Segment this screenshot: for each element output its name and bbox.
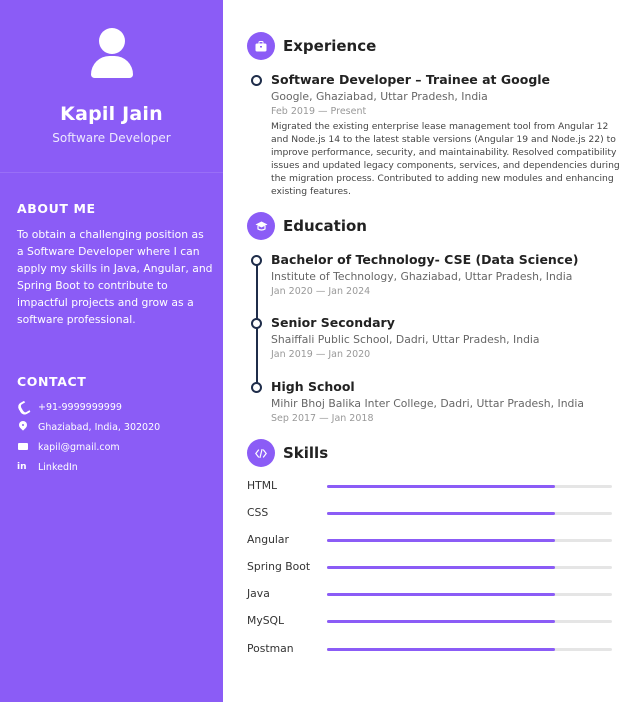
education-item-subtitle: Mihir Bhoj Balika Inter College, Dadri, Uttar Pradesh, India — [271, 397, 585, 410]
skill-name: Postman — [247, 641, 294, 655]
code-icon — [247, 439, 275, 467]
about-text: To obtain a challenging position as a Software Developer where I can apply my skills in Java, Angular, and Spring Boot to contribute to impactful projects and grow as a software professional. — [17, 228, 213, 326]
skill-bar-fill — [327, 485, 555, 488]
experience-item-date: Feb 2019 — Present — [271, 106, 367, 117]
contact-location-text: Ghaziabad, India, 302020 — [38, 421, 161, 433]
skill-bar-fill — [327, 648, 555, 651]
education-item-subtitle: Institute of Technology, Ghaziabad, Uttar Pradesh, India — [271, 270, 573, 283]
skill-row — [247, 558, 617, 585]
education-title: Education — [283, 217, 367, 235]
experience-item-title: Software Developer – Trainee at Google — [271, 72, 551, 87]
contact-linkedin-text: LinkedIn — [38, 461, 78, 473]
contact-email[interactable] — [17, 437, 217, 457]
sidebar-divider — [0, 172, 223, 173]
education-item-date: Jan 2019 — Jan 2020 — [271, 349, 371, 360]
education-item-title: High School — [271, 379, 355, 394]
skill-bar-fill — [327, 593, 555, 596]
profile-role: Software Developer — [52, 131, 171, 145]
skill-bar — [327, 620, 612, 623]
contact-linkedin[interactable] — [17, 457, 217, 477]
skill-name: CSS — [247, 506, 269, 520]
contact-list — [17, 397, 217, 477]
experience-item-description: Migrated the existing enterprise lease management tool from Angular 12 and Node.js 14 to the latest stable versions (Angular 19 and Node.js 22) to improve performance, security, and maintainability. Resolved compatibility issues and updated legacy components, services, and dependencies during the migration process. Contributed to adding new modules and enhancing existing features. — [271, 121, 620, 197]
skill-bar — [327, 485, 612, 488]
education-item-date: Sep 2017 — Jan 2018 — [271, 413, 374, 424]
education-item-title: Senior Secondary — [271, 315, 395, 330]
skill-bar-fill — [327, 512, 555, 515]
skill-name: Java — [247, 587, 270, 601]
timeline-dot — [251, 382, 262, 393]
skill-row — [247, 612, 617, 639]
timeline-dot — [251, 318, 262, 329]
skill-row — [247, 531, 617, 558]
education-item — [271, 314, 621, 362]
contact-heading: CONTACT — [17, 374, 87, 389]
experience-item-subtitle: Google, Ghaziabad, Uttar Pradesh, India — [271, 90, 488, 103]
skill-row — [247, 504, 617, 531]
sidebar — [0, 0, 223, 702]
skill-row — [247, 585, 617, 612]
skill-name: Spring Boot — [247, 560, 311, 574]
linkedin-icon: in — [17, 462, 27, 472]
about-heading: ABOUT ME — [17, 201, 96, 216]
phone-icon — [17, 401, 38, 413]
education-item-title: Bachelor of Technology- CSE (Data Science) — [271, 252, 579, 267]
skill-row — [247, 640, 617, 667]
skill-bar-fill — [327, 566, 555, 569]
timeline-dot — [251, 255, 262, 266]
skills-title: Skills — [283, 444, 329, 462]
skill-row — [247, 477, 617, 504]
education-item — [271, 378, 621, 426]
education-item — [271, 251, 621, 299]
skill-bar — [327, 566, 612, 569]
skill-bar — [327, 512, 612, 515]
skill-bar-fill — [327, 620, 555, 623]
main-content — [223, 0, 636, 702]
skill-bar-fill — [327, 539, 555, 542]
location-pin-icon — [17, 421, 38, 433]
briefcase-icon — [247, 32, 275, 60]
skills-list — [247, 477, 617, 667]
contact-email-text: kapil@gmail.com — [38, 441, 120, 453]
skill-bar — [327, 593, 612, 596]
experience-title: Experience — [283, 37, 377, 55]
timeline-dot — [251, 75, 262, 86]
experience-item — [271, 71, 621, 198]
avatar-icon — [91, 28, 133, 78]
contact-location — [17, 417, 217, 437]
graduation-cap-icon — [247, 212, 275, 240]
email-icon — [17, 441, 38, 453]
education-item-subtitle: Shaiffali Public School, Dadri, Uttar Pradesh, India — [271, 333, 540, 346]
skill-name: MySQL — [247, 614, 285, 628]
contact-phone-text: +91-9999999999 — [38, 401, 122, 413]
education-item-date: Jan 2020 — Jan 2024 — [271, 286, 371, 297]
skill-bar — [327, 539, 612, 542]
contact-phone[interactable] — [17, 397, 217, 417]
skill-name: Angular — [247, 533, 289, 547]
profile-name: Kapil Jain — [60, 103, 163, 125]
skill-name: HTML — [247, 479, 278, 492]
skill-bar — [327, 648, 612, 651]
